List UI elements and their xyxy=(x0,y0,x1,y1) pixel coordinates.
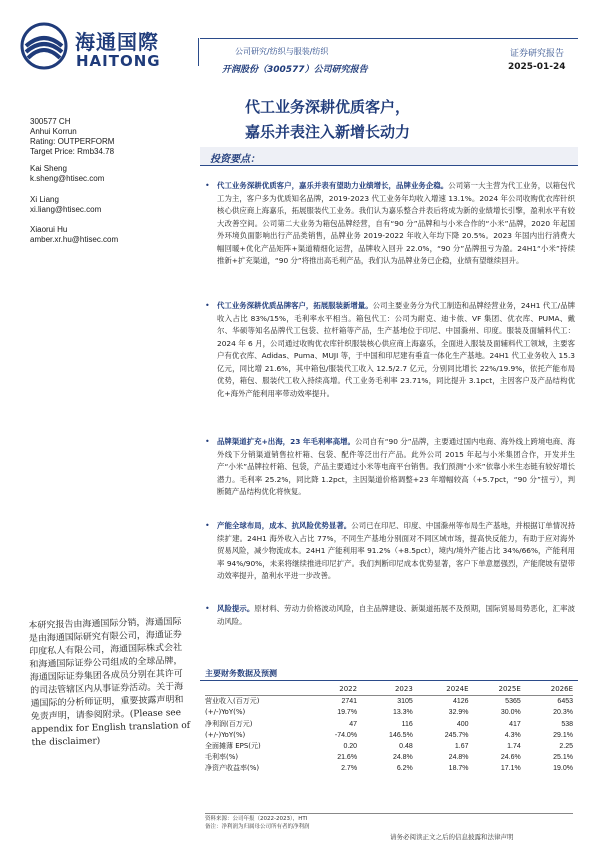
table-header-row xyxy=(205,684,573,696)
table-row xyxy=(205,763,573,774)
bullet-icon: • xyxy=(205,521,210,530)
table-cell: 3105 xyxy=(397,698,413,706)
column-header: 2023 xyxy=(394,685,413,693)
table-cell: 0.20 xyxy=(343,743,358,751)
report-title-line-2: 嘉乐并表注入新增长动力 xyxy=(244,123,410,141)
bullet-icon: • xyxy=(205,604,210,613)
table-cell: 17.1% xyxy=(500,765,521,773)
row-label: (+/-)YoY(%) xyxy=(205,730,246,739)
table-cell: 2.7% xyxy=(341,765,358,773)
table-cell: 13.3% xyxy=(392,709,413,717)
bullet-body: 公司自有“90 分”品牌，主要通过国内电商、海外线上跨境电商、海外线下分销渠道销售拉杆箱、包袋、配件等泛出行产品。此外公司 2015 年起与小米集团合作，开发并生产“小米”品牌拉杆箱、包袋，产品主要通过小米等电商平台销售。我们预测“小米”依靠小米生态链有较好增长潜力。毛利率 25.2%，同比降 1.2pct，主因渠道价格调整+23 年增幅较高（+5.7pct，“90 分”扭亏），判断随产品结构优化将恢复。 xyxy=(217,437,575,496)
key-point-bullet xyxy=(205,603,575,628)
table-note: 备注：净利润为归属母公司所有者的净利润 xyxy=(205,824,310,830)
logo-chinese-text: 海通国際 xyxy=(75,30,159,54)
column-header: 2026E xyxy=(550,685,573,693)
analyst-email[interactable]: amber.xr.hu@htisec.com xyxy=(30,235,119,244)
column-header xyxy=(205,684,305,696)
table-cell: 24.6% xyxy=(500,754,521,762)
table-cell: 24.8% xyxy=(392,754,413,762)
analyst-email[interactable]: xi.liang@htisec.com xyxy=(30,205,102,214)
table-cell: 116 xyxy=(401,720,413,728)
header-rule xyxy=(200,38,578,39)
table-cell: 32.9% xyxy=(448,709,469,717)
table-title-rule xyxy=(200,680,578,681)
table-cell: 538 xyxy=(561,720,573,728)
table-cell: 146.5% xyxy=(389,731,413,739)
key-point-bullet xyxy=(205,520,575,583)
table-cell: 245.7% xyxy=(444,731,469,739)
bullet-heading: 产能全球布局，成本、抗风险优势显著。 xyxy=(217,521,352,530)
table-cell: 29.1% xyxy=(553,731,573,739)
table-cell: 1.74 xyxy=(507,743,521,751)
column-header: 2024E xyxy=(446,685,469,693)
bullet-heading: 品牌渠道扩充+出海，23 年毛利率高增。 xyxy=(217,437,355,446)
stock-code: 300577 CH xyxy=(30,117,71,126)
table-cell: 400 xyxy=(456,720,469,728)
rating: Rating: OUTPERFORM xyxy=(30,137,115,146)
analyst-name: Kai Sheng xyxy=(30,164,67,173)
table-cell: 417 xyxy=(509,720,521,728)
column-header: 2022 xyxy=(339,685,358,693)
table-source: 资料来源：公司年报（2022-2023），HTI xyxy=(205,816,308,822)
bullet-heading: 风险提示。 xyxy=(217,604,255,613)
table-cell: 19.7% xyxy=(337,709,358,717)
haitong-logo xyxy=(20,22,170,72)
header-divider xyxy=(198,38,199,66)
table-cell: 5365 xyxy=(505,698,521,706)
bullet-body: 公司已在印尼、印度、中国滁州等布局生产基地，并根据订单情况持续扩建。24H1 海外收入占比 77%，不同生产基地分别面对不同区域市场，提高快反能力，有助于应对海外贸易风险，减少物流成本。24H1 产能利用率 91.2%（+8.5pct），境内/境外产能占比 34%/66%，产能利用率 94%/90%，未来将继续推进印尼扩产。我们判断印尼成本优势显著，客户下单意愿强烈，产能爬坡有望带动效率提升，盈利水平进一步改善。 xyxy=(217,521,575,580)
table-cell: -74.0% xyxy=(334,731,358,739)
report-date: 2025-01-24 xyxy=(508,62,566,72)
table-cell: 1.67 xyxy=(454,743,469,751)
table-row xyxy=(205,719,573,730)
key-point-bullet xyxy=(205,180,575,268)
key-point-bullet xyxy=(205,300,575,400)
table-cell: 18.7% xyxy=(448,765,469,773)
target-price: Target Price: Rmb34.78 xyxy=(30,147,115,156)
row-label: 毛利率(%) xyxy=(205,753,239,762)
table-cell: 4126 xyxy=(452,698,469,706)
haitong-emblem-icon xyxy=(20,22,68,70)
logo-english-text: HAITONG xyxy=(76,52,161,70)
analyst-name: Xiaorui Hu xyxy=(30,225,68,234)
table-row xyxy=(205,730,573,741)
financial-table-title: 主要财务数据及预测 xyxy=(205,669,277,678)
financial-table xyxy=(205,684,573,775)
distribution-disclaimer: 本研究报告由海通国际分销，海通国际是由海通国际研究有限公司，海通证券印度私人有限公司，海通国际株式会社和海通国际证券公司组成的全球品牌，海通国际证券集团各成员分别在其许可的司法管辖区内从事证券活动。关于海通国际的分析师证明，重要披露声明和免责声明，请参阅附录。(Please see appendix for English translation of the disclaimer) xyxy=(28,617,191,749)
table-cell: 4.3% xyxy=(504,731,521,739)
bullet-body: 公司第一大主营为代工业务，以箱包代工为主，客户多为优质知名品牌，2019-2023 代工业务年均收入增速 13.1%。2024 年公司收购优衣库针织核心供应商上海嘉乐，拓展服装代工业务。我们认为嘉乐整合并表后将成为新的业绩增长引擎，盈利水平有较大改善空间。公司第二大业务为箱包品牌经营，自有“90 分”品牌和与小米合作的“小米”品牌，2020 年起国外环境负面影响出行产品类销售，品牌业务 2019-2022 年收入年均下降 20.5%。2023 年国内出行消费大幅回暖+优化产品矩阵+渠道精细化运营，品牌收入回升 22.0%，“90 分”品牌扭亏为盈。24H1“小米”持续推新+扩充渠道，“90 分”将推出高毛利产品，我们认为品牌业务已企稳，业绩有望继续回升。 xyxy=(217,181,575,265)
bullet-heading: 代工业务深耕优质品牌客户，拓展服装新增量。 xyxy=(217,301,373,310)
table-row xyxy=(205,696,573,708)
table-row xyxy=(205,752,573,763)
bullet-body: 原材料、劳动力价格波动风险，自主品牌建设、新渠道拓展不及预期，国际贸易局势恶化，汇率波动风险。 xyxy=(217,604,575,626)
footer-notice: 请务必阅读正文之后的信息披露和法律声明 xyxy=(390,833,514,841)
bullet-icon: • xyxy=(205,301,210,310)
table-cell: 47 xyxy=(349,720,358,728)
company-report-line: 开润股份（300577）公司研究报告 xyxy=(222,65,368,75)
table-row xyxy=(205,741,573,752)
column-header: 2025E xyxy=(498,685,521,693)
table-cell: 2741 xyxy=(341,698,358,706)
table-cell: 21.6% xyxy=(337,754,358,762)
row-label: 全面摊薄 EPS(元) xyxy=(205,742,261,751)
document-type: 证券研究报告 xyxy=(510,49,565,59)
industry-path: 公司研究/纺织与服装/纺织 xyxy=(235,47,329,56)
bullet-icon: • xyxy=(205,437,210,446)
bullet-heading: 代工业务深耕优质客户，嘉乐并表有望助力业绩增长，品牌业务企稳。 xyxy=(217,181,449,190)
table-row xyxy=(205,707,573,718)
table-cell: 2.25 xyxy=(559,743,573,751)
table-cell: 0.48 xyxy=(399,743,413,751)
row-label: 营业收入(百万元) xyxy=(205,697,260,706)
table-cell: 6.2% xyxy=(396,765,413,773)
analyst-name: Xi Liang xyxy=(30,195,59,204)
bullet-icon: • xyxy=(205,181,210,190)
table-cell: 19.0% xyxy=(553,765,573,773)
table-cell: 6453 xyxy=(557,698,573,706)
row-label: (+/-)YoY(%) xyxy=(205,708,246,717)
key-point-bullet xyxy=(205,436,575,499)
key-points-title: 投资要点： xyxy=(210,154,260,165)
table-cell: 30.0% xyxy=(500,709,521,717)
report-title-line-1: 代工业务深耕优质客户， xyxy=(244,98,410,116)
bullet-body: 公司主要业务分为代工制造和品牌经营业务，24H1 代工/品牌收入占比 83%/15%，毛利率水平相当。箱包代工：公司为耐克、迪卡侬、VF 集团、优衣库、PUMA、戴尔、华硕等知名品牌代工包袋、拉杆箱等产品，生产基地位于印尼、中国滁州、印度。服装及面辅料代工：2024 年 6 月，公司通过收购优衣库针织服装核心供应商上海嘉乐，全面进入服装及面辅料代工领域，主要客户有优衣库、Adidas、Puma、MUJI 等，于中国和印尼建有垂直一体化生产基地。24H1 代工业务收入 15.3 亿元，同比增 21.6%，其中箱包/服装代工收入 12.5/2.7 亿元，分别同比增长 22%/19.9%，依托产能布局优势，箱包、服装代工收入持续高增。代工业务毛利率 23.71%，同比提升 3.1pct，主因客户及产品结构优化+海外产能利用率带动效率提升。 xyxy=(217,301,575,398)
table-cell: 25.1% xyxy=(553,754,573,762)
row-label: 净利润(百万元) xyxy=(205,719,253,728)
table-cell: 20.3% xyxy=(553,709,573,717)
table-cell: 24.8% xyxy=(448,754,469,762)
row-label: 净资产收益率(%) xyxy=(205,764,260,773)
analyst-email[interactable]: k.sheng@htisec.com xyxy=(30,174,105,183)
company-name: Anhui Korrun xyxy=(30,127,77,136)
